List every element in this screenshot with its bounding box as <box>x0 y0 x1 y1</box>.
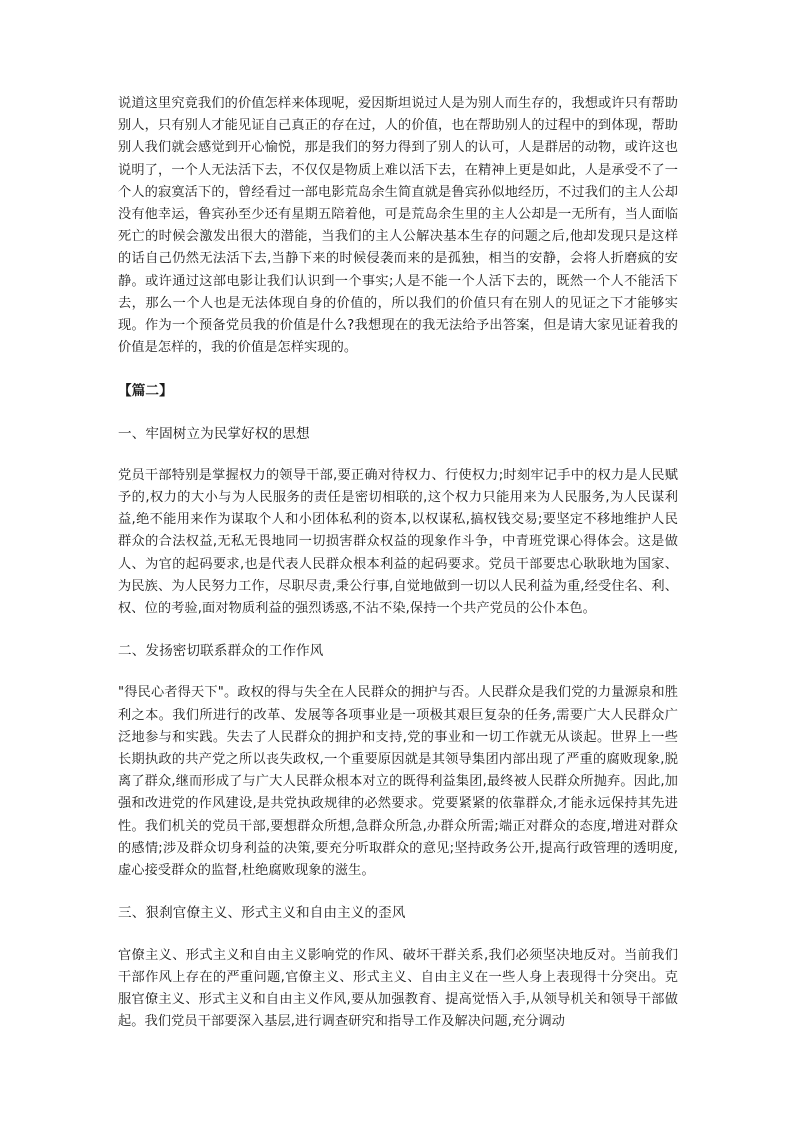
spacer <box>118 445 678 465</box>
section-heading-2: 二、发扬密切联系群众的工作作风 <box>118 643 324 660</box>
spacer <box>118 662 678 682</box>
section-paragraph-1: 党员干部特别是掌握权力的领导干部,要正确对待权力、行使权力;时刻牢记手中的权力是人民赋予的,权力的大小与为人民服务的责任是密切相联的,这个权力只能用来为人民服务,为人民谋利益,绝不能用来作为谋取个人和小团体私利的资本,以权谋私,搞权钱交易;要坚定不移地维护人民群众的合法权益,无私无畏地同一切损害群众权益的现象作斗争，中青班党课心得体会。这是做人、为官的起码要求,也是代表人民群众根本利益的起码要求。党员干部要忠心耿耿地为国家、为民族、为人民努力工作，尽职尽责,秉公行事,自觉地做到一切以人民利益为重,经受住名、利、权、位的考验,面对物质利益的强烈诱惑,不沾不染,保持一个共产党员的公仆本色。 <box>118 467 678 617</box>
section-paragraph-3: 官僚主义、形式主义和自由主义影响党的作风、破坏干群关系,我们必须坚决地反对。当前我们干部作风上存在的严重问题,官僚主义、形式主义、自由主义在一些人身上表现得十分突出。克服官僚主义、形式主义和自由主义作风,要从加强教育、提高觉悟入手,从领导机关和领导干部做起。我们党员干部要深入基层,进行调查研究和指导工作及解决问题,充分调动 <box>118 947 678 1030</box>
section-heading-1: 一、牢固树立为民掌好权的思想 <box>118 425 310 442</box>
spacer <box>118 359 678 380</box>
spacer <box>118 403 678 423</box>
section-two-label: 【篇二】 <box>118 383 173 400</box>
spacer <box>118 925 678 945</box>
document-body <box>118 93 678 1033</box>
section-heading-3: 三、狠刹官僚主义、形式主义和自由主义的歪风 <box>118 905 406 922</box>
spacer <box>118 882 678 902</box>
spacer <box>118 620 678 640</box>
intro-paragraph: 说道这里究竟我们的价值怎样来体现呢，爱因斯坦说过人是为别人而生存的，我想或许只有帮助别人，只有别人才能见证自己真正的存在过，人的价值，也在帮助别人的过程中的到体现，帮助别人我们就会感觉到开心愉悦，那是我们的努力得到了别人的认可，人是群居的动物，或许这也说明了，一个人无法活下去，不仅仅是物质上难以活下去，在精神上更是如此，人是承受不了一个人的寂寞活下的，曾经看过一部电影荒岛余生简直就是鲁宾孙似地经历，不过我们的主人公却没有他幸运，鲁宾孙至少还有星期五陪着他，可是荒岛余生里的主人公却是一无所有，当人面临死亡的时候会激发出很大的潜能，当我们的主人公解决基本生存的问题之后,他却发现只是这样的话自己仍然无法活下去,当静下来的时候侵袭而来的是孤独，相当的安静，会将人折磨疯的安静。或许通过这部电影让我们认识到一个事实;人是不能一个人活下去的，既然一个人不能活下去，那么一个人也是无法体现自身的价值的，所以我们的价值只有在别人的见证之下才能够实现。作为一个预备党员我的价值是什么?我想现在的我无法给予出答案，但是请大家见证着我的价值是怎样的，我的价值是怎样实现的。 <box>118 96 678 356</box>
section-paragraph-2: "得民心者得天下"。政权的得与失全在人民群众的拥护与否。人民群众是我们党的力量源泉和胜利之本。我们所进行的改革、发展等各项事业是一项极其艰巨复杂的任务,需要广大人民群众广泛地参与和实践。失去了人民群众的拥护和支持,党的事业和一切工作就无从谈起。世界上一些长期执政的共产党之所以丧失政权,一个重要原因就是其领导集团内部出现了严重的腐败现象,脱离了群众,继而形成了与广大人民群众根本对立的既得利益集团,最终被人民群众所抛弃。因此,加强和改进党的作风建设,是共党执政规律的必然要求。党要紧紧的依靠群众,才能永远保持其先进性。我们机关的党员干部,要想群众所想,急群众所急,办群众所需;端正对群众的态度,增进对群众的感情;涉及群众切身利益的决策,要充分听取群众的意见;坚持政务公开,提高行政管理的透明度,虚心接受群众的监督,杜绝腐败现象的滋生。 <box>118 685 678 879</box>
